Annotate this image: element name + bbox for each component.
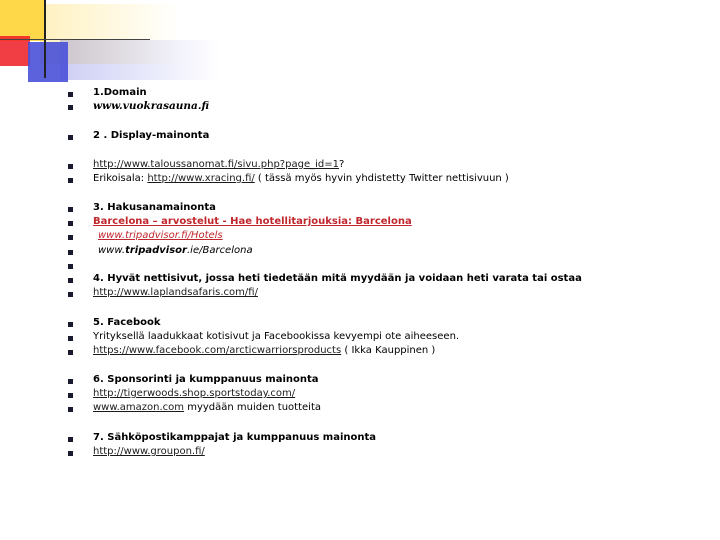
square-bullet-icon: [68, 105, 73, 110]
square-bullet-icon: [68, 437, 73, 442]
section-5-title: 5. Facebook: [93, 317, 161, 328]
section-3-title: 3. Hakusanamainonta: [93, 202, 216, 213]
decor-square-red: [0, 36, 30, 66]
s5-line-3: [93, 345, 435, 357]
s3-line-3-bold: tripadvisor: [125, 245, 187, 256]
square-bullet-icon: [68, 221, 73, 226]
s2-line-2-suffix: ( tässä myös hyvin yhdistetty Twitter nettisivuun ): [254, 173, 509, 184]
square-bullet-icon: [68, 235, 73, 240]
section-6-title: 6. Sponsorinti ja kumppanuus mainonta: [93, 374, 319, 385]
square-bullet-icon: [68, 207, 73, 212]
tigerwoods-link[interactable]: http://tigerwoods.shop.sportstoday.com/: [93, 388, 296, 399]
s2-line-2-prefix: Erikoisala:: [93, 173, 148, 184]
square-bullet-icon: [68, 92, 73, 97]
taloussanomat-link[interactable]: http://www.taloussanomat.fi/sivu.php?page_id=1: [93, 159, 339, 170]
s2-line-1-suffix: ?: [338, 159, 345, 170]
s3-line-3-suffix: .ie/Barcelona: [186, 245, 253, 256]
domain-text: www.vuokrasauna.fi: [93, 100, 210, 112]
square-bullet-icon: [68, 135, 73, 140]
s3-line-1: [93, 216, 412, 228]
s5-text: Yrityksellä laadukkaat kotisivut ja Facebookissa kevyempi ote aiheeseen.: [93, 331, 460, 342]
decor-gradient-blue: [60, 40, 220, 80]
square-bullet-icon: [68, 322, 73, 327]
decor-square-blue: [28, 42, 68, 82]
laplandsafaris-link[interactable]: http://www.laplandsafaris.com/fi/: [93, 287, 258, 298]
s5-line-3-suffix: ( Ikka Kauppinen ): [341, 345, 436, 356]
s6-line-2-suffix: myydään muiden tuotteita: [184, 402, 321, 413]
square-bullet-icon: [68, 278, 73, 283]
square-bullet-icon: [68, 350, 73, 355]
section-4-title: 4. Hyvät nettisivut, jossa heti tiedetään mitä myydään ja voidaan heti varata tai ostaa: [93, 273, 582, 284]
amazon-link[interactable]: www.amazon.com: [93, 402, 185, 413]
tripadvisor-fi-link[interactable]: www.tripadvisor.fi/Hotels: [98, 230, 223, 241]
s6-line-1: [93, 388, 295, 400]
square-bullet-icon: [68, 393, 73, 398]
square-bullet-icon: [68, 451, 73, 456]
s3-line-3-prefix: www.: [98, 245, 126, 256]
barcelona-ad-link[interactable]: Barcelona – arvostelut - Hae hotellitarjouksia: Barcelona: [93, 216, 412, 227]
section-2-title: 2 . Display-mainonta: [93, 130, 210, 141]
square-bullet-icon: [68, 164, 73, 169]
s3-line-3: [98, 245, 253, 257]
square-bullet-icon: [68, 292, 73, 297]
s7-line-1: [93, 446, 205, 458]
square-bullet-icon: [68, 336, 73, 341]
s6-line-2: [93, 402, 321, 414]
s3-line-2: [98, 230, 223, 242]
decor-square-yellow: [0, 0, 46, 41]
s2-line-1: [93, 159, 344, 171]
groupon-link[interactable]: http://www.groupon.fi/: [93, 446, 205, 457]
decor-horizontal-line: [0, 39, 150, 40]
s4-line-1: [93, 287, 258, 299]
square-bullet-icon: [68, 379, 73, 384]
section-7-title: 7. Sähköpostikamppajat ja kumppanuus mainonta: [93, 432, 377, 443]
square-bullet-icon: [68, 178, 73, 183]
square-bullet-icon: [68, 250, 73, 255]
xracing-link[interactable]: http://www.xracing.fi/: [147, 173, 255, 184]
square-bullet-icon: [68, 407, 73, 412]
section-1-title: 1.Domain: [93, 87, 147, 98]
facebook-link[interactable]: https://www.facebook.com/arcticwarriorsproducts: [93, 345, 342, 356]
s2-line-2: [93, 173, 509, 185]
square-bullet-icon: [68, 264, 73, 269]
